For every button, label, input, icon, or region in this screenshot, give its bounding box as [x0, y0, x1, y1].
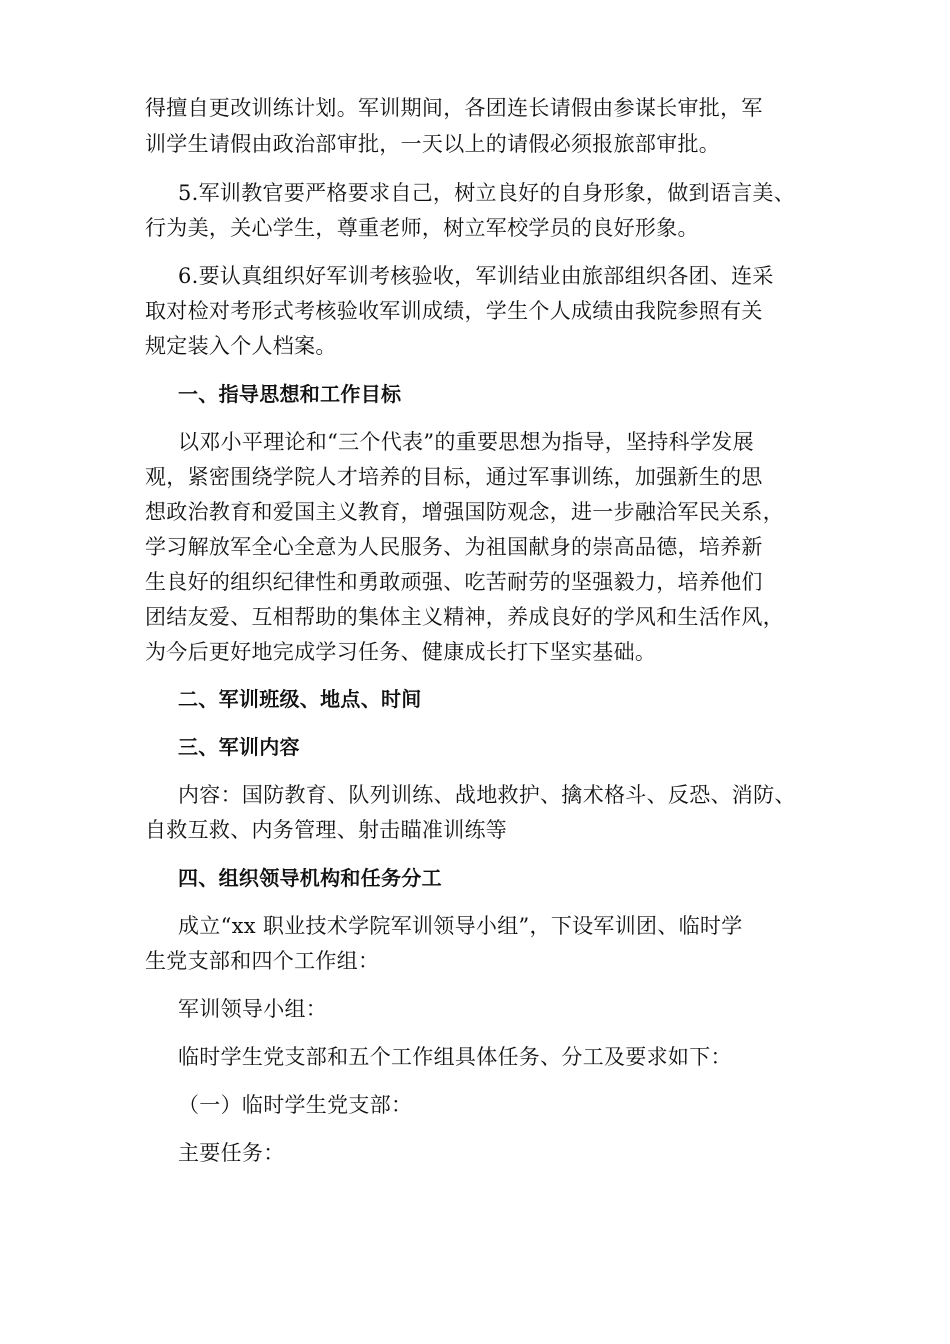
paragraph-line: 主要任务： — [178, 1141, 285, 1165]
paragraph-line: 临时学生党支部和五个工作组具体任务、分工及要求如下： — [178, 1045, 732, 1069]
paragraph-line: 观，紧密围绕学院人才培养的目标，通过军事训练，加强新生的思 — [145, 465, 763, 489]
paragraph-line: 内容：国防教育、队列训练、战地救护、擒术格斗、反恐、消防、 — [178, 783, 796, 807]
paragraph-line: 成立“xx 职业技术学院军训领导小组”，下设军训团、临时学 — [178, 914, 743, 938]
section-heading-guiding-ideology: 一、指导思想和工作目标 — [178, 382, 402, 406]
paragraph-line: 想政治教育和爱国主义教育，增强国防观念，进一步融洽军民关系， — [145, 500, 784, 524]
paragraph-line: 为今后更好地完成学习任务、健康成长打下坚实基础。 — [145, 640, 657, 664]
section-heading-organization: 四、组织领导机构和任务分工 — [178, 866, 442, 890]
paragraph-line: 训学生请假由政治部审批，一天以上的请假必须报旅部审批。 — [145, 132, 721, 156]
paragraph-line: 团结友爱、互相帮助的集体主义精神，养成良好的学风和生活作风， — [145, 605, 784, 629]
paragraph-line: 生良好的组织纪律性和勇敢顽强、吃苦耐劳的坚强毅力，培养他们 — [145, 570, 763, 594]
subsection-heading-party-branch: （一）临时学生党支部： — [178, 1093, 413, 1117]
list-item-6-line: 取对检对考形式考核验收军训成绩，学生个人成绩由我院参照有关 — [145, 299, 763, 323]
paragraph-line: 生党支部和四个工作组： — [145, 949, 380, 973]
paragraph-line: 以邓小平理论和“三个代表”的重要思想为指导，坚持科学发展 — [178, 430, 754, 454]
paragraph-line: 学习解放军全心全意为人民服务、为祖国献身的崇高品德，培养新 — [145, 535, 763, 559]
list-item-6-line: 规定装入个人档案。 — [145, 334, 337, 358]
paragraph-line: 军训领导小组： — [178, 997, 328, 1021]
section-heading-training-content: 三、军训内容 — [178, 735, 300, 759]
paragraph-line: 自救互救、内务管理、射击瞄准训练等 — [145, 818, 508, 842]
section-heading-class-place-time: 二、军训班级、地点、时间 — [178, 687, 422, 711]
list-item-6-line: 6.要认真组织好军训考核验收，军训结业由旅部组织各团、连采 — [178, 264, 774, 288]
list-item-5-line: 5.军训教官要严格要求自己，树立良好的自身形象，做到语言美、 — [178, 181, 796, 205]
paragraph-line: 得擅自更改训练计划。军训期间，各团连长请假由参谋长审批，军 — [145, 96, 763, 120]
list-item-5-line: 行为美，关心学生，尊重老师，树立军校学员的良好形象。 — [145, 216, 699, 240]
